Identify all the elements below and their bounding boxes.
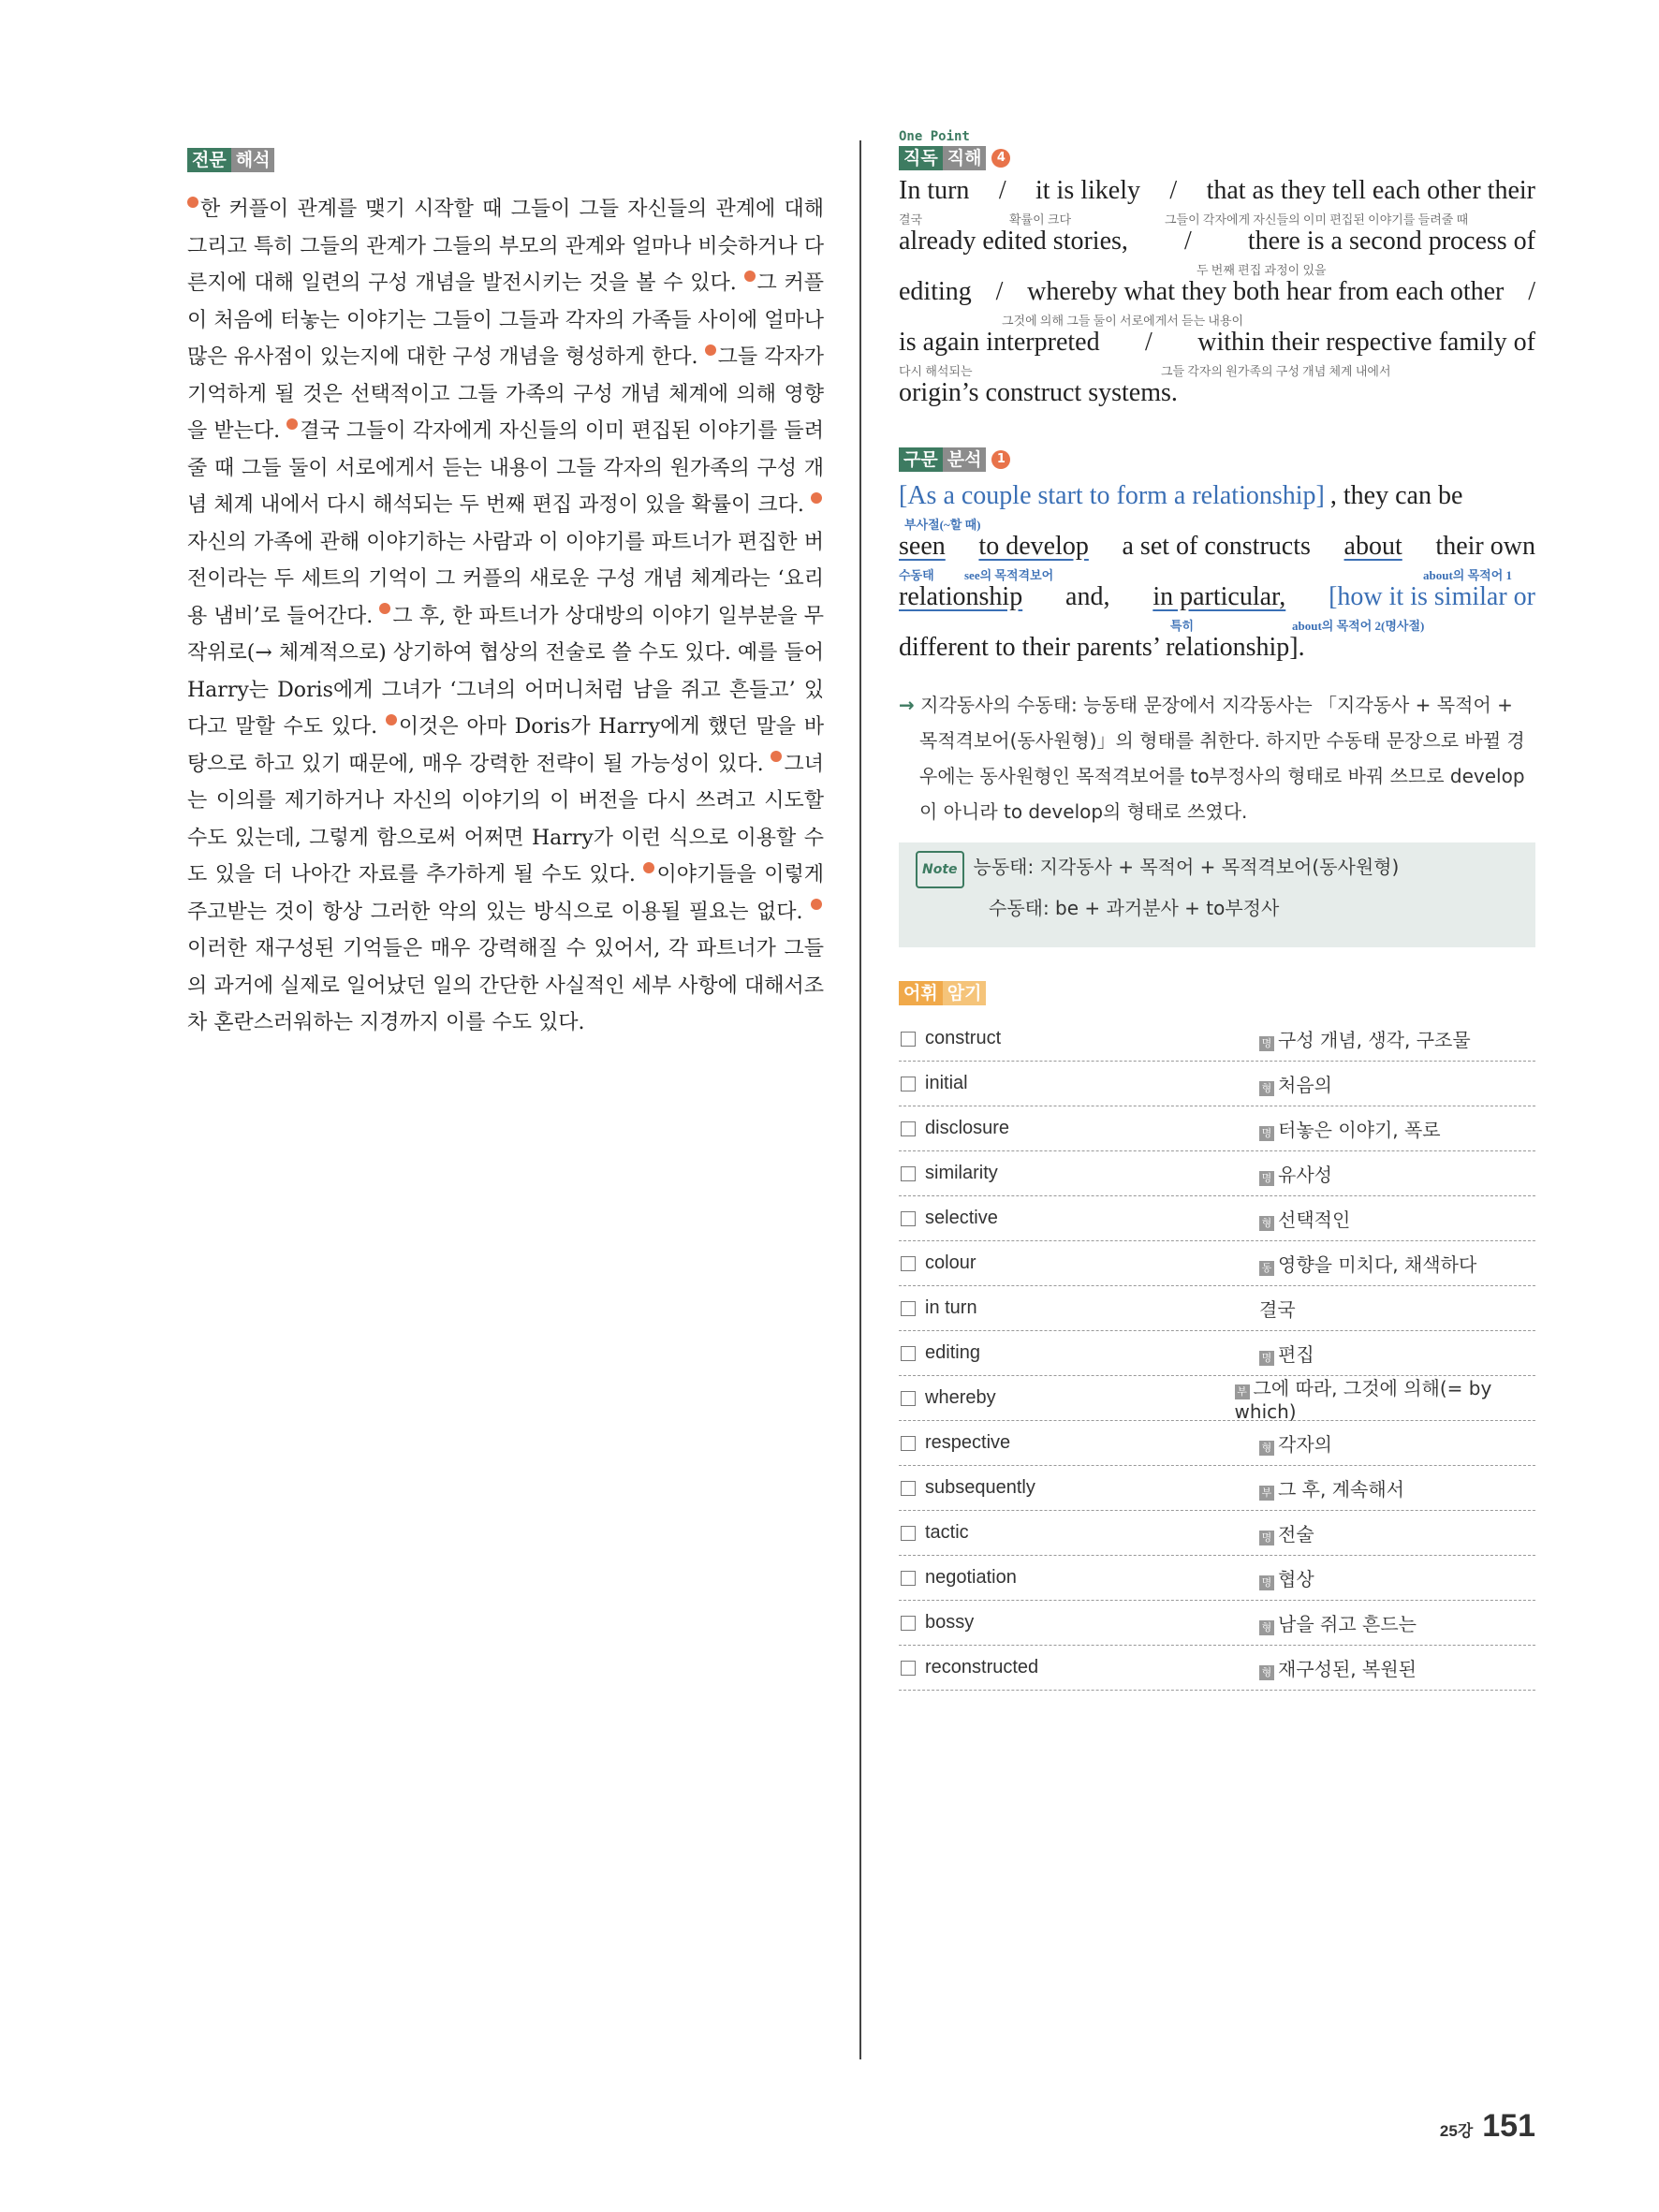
vocab-word: similarity	[925, 1163, 998, 1183]
reading-line	[899, 328, 1535, 378]
sentence-marker-icon	[771, 751, 782, 762]
meaning-text: 남을 쥐고 흔드는	[1278, 1613, 1417, 1635]
meaning-text: 처음의	[1278, 1074, 1332, 1096]
sentence-marker-icon	[811, 492, 822, 504]
chunk: relationship	[899, 582, 1023, 611]
meaning-text: 협상	[1278, 1568, 1314, 1590]
chunk: [how it is similar or	[1329, 582, 1535, 611]
gloss: 다시 해석되는	[899, 364, 973, 378]
vocab-word: disclosure	[925, 1118, 1010, 1138]
vocab-word: whereby	[925, 1387, 996, 1408]
vocab-meaning	[1259, 1295, 1296, 1322]
meaning-text: 재구성된, 복원된	[1278, 1658, 1417, 1680]
slash: /	[1528, 277, 1535, 306]
meaning-text: 그 후, 계속해서	[1278, 1478, 1404, 1501]
vocab-meaning	[1259, 1205, 1350, 1232]
pos-badge: 명	[1259, 1575, 1274, 1590]
vocab-word: construct	[925, 1028, 1002, 1048]
vocab-word: negotiation	[925, 1567, 1017, 1588]
pos-badge: 부	[1235, 1384, 1250, 1399]
vocab-row	[899, 1331, 1535, 1376]
gloss: 그들이 각자에게 자신들의 이미 편집된 이야기를 들려줄 때	[1165, 212, 1469, 227]
sentence-marker-icon	[811, 899, 822, 910]
vocab-meaning	[1259, 1609, 1417, 1636]
checkbox-icon[interactable]	[901, 1301, 916, 1316]
vocab-meaning	[1259, 1070, 1332, 1097]
vocab-word: editing	[925, 1342, 980, 1363]
checkbox-icon[interactable]	[901, 1526, 916, 1541]
meaning-text: 구성 개념, 생각, 구조물	[1278, 1029, 1471, 1051]
structure-line	[899, 532, 1535, 582]
sentence: 그 커플이 처음에 터놓는 이야기는 그들이 그들과 각자의 가족들 사이에 얼마나 많은 유사점이 있는지에 대한 구성 개념을 형성하게 한다.	[187, 271, 825, 369]
chunk: that as they tell each other their	[1206, 176, 1535, 205]
vocab-row	[899, 1241, 1535, 1286]
reading-line	[899, 176, 1535, 227]
sentence-marker-icon	[744, 271, 756, 282]
tag-label-b: 암기	[943, 981, 987, 1005]
tag-label-b: 해석	[231, 148, 275, 172]
gloss: about의 목적어 2(명사절)	[1292, 619, 1425, 633]
chunk: seen	[899, 532, 946, 561]
structure-line	[899, 582, 1535, 633]
checkbox-icon[interactable]	[901, 1121, 916, 1136]
gloss: 수동태	[899, 568, 934, 582]
pos-badge: 명	[1259, 1531, 1274, 1545]
page-footer	[1440, 2108, 1535, 2145]
checkbox-icon[interactable]	[901, 1077, 916, 1091]
tag-label-a: 어휘	[899, 981, 943, 1005]
gloss: 결국	[899, 212, 923, 227]
section-tag-structure	[899, 447, 1010, 472]
meaning-text: 편집	[1278, 1343, 1314, 1366]
chunk: in particular,	[1152, 582, 1286, 611]
meaning-text: 결국	[1259, 1298, 1296, 1321]
vocab-meaning	[1259, 1340, 1314, 1367]
vocab-row	[899, 1151, 1535, 1196]
vocab-meaning	[1235, 1373, 1535, 1423]
vocab-row	[899, 1376, 1535, 1421]
checkbox-icon[interactable]	[901, 1211, 916, 1226]
chunk: to develop	[978, 532, 1089, 561]
chunk: it is likely	[1035, 176, 1140, 205]
reading-line	[899, 227, 1535, 277]
chunk: editing	[899, 277, 972, 306]
page-number: 151	[1482, 2108, 1535, 2144]
analysis-section	[899, 129, 1535, 1691]
chunk: different to their parents’ relationship].	[899, 633, 1305, 662]
pos-badge: 형	[1259, 1081, 1274, 1096]
sentence-marker-icon	[286, 418, 298, 430]
gloss: 부사절(~할 때)	[904, 518, 981, 532]
number-badge: 4	[991, 149, 1010, 168]
vocab-meaning	[1259, 1250, 1476, 1277]
chunk: already edited stories,	[899, 227, 1128, 256]
checkbox-icon[interactable]	[901, 1391, 916, 1406]
structure-sentence	[899, 481, 1535, 674]
chunk: In turn	[899, 176, 970, 205]
number-badge: 1	[991, 450, 1010, 469]
note-label: Note	[916, 851, 964, 888]
checkbox-icon[interactable]	[901, 1436, 916, 1451]
slash: /	[1169, 176, 1178, 205]
meaning-text: 그에 따라, 그것에 의해(= by which)	[1234, 1377, 1492, 1423]
explanation-text: 지각동사의 수동태: 능동태 문장에서 지각동사는 「지각동사 + 목적어 + 목적격보어(동사원형)」의 형태를 취한다. 하지만 수동태 문장으로 바뀔 경우에는 동사원형인 목적격보어를 to부정사의 형태로 바꿔 쓰므로 develop이 아니라 to develop의 형태로 쓰였다.	[919, 694, 1525, 823]
checkbox-icon[interactable]	[901, 1616, 916, 1631]
vocab-row	[899, 1017, 1535, 1062]
sentence-marker-icon	[386, 714, 397, 725]
vocab-row	[899, 1196, 1535, 1241]
note-box	[899, 842, 1535, 947]
sentence-marker-icon	[379, 603, 390, 614]
grammar-explanation	[899, 687, 1535, 829]
checkbox-icon[interactable]	[901, 1032, 916, 1047]
vocab-word: subsequently	[925, 1477, 1035, 1498]
clause: [As a couple start to form a relationship]	[899, 481, 1325, 510]
chunk: within their respective family of	[1197, 328, 1535, 357]
meaning-text: 터놓은 이야기, 폭로	[1278, 1119, 1441, 1141]
gloss: 확률이 크다	[1009, 212, 1072, 227]
note-active-line	[916, 850, 1520, 884]
sentence: 그 후, 한 파트너가 상대방의 이야기 일부분을 무작위로(→ 체계적으로) 상기하여 협상의 전술로 쓸 수도 있다. 예를 들어 Harry는 Doris에게 그녀가 ‘그녀의 어머니처럼 남을 쥐고 흔들고’ 있다고 말할 수도 있다.	[187, 604, 824, 739]
vocab-meaning	[1259, 1429, 1332, 1457]
tag-label-a: 직독	[899, 146, 943, 170]
vocab-word: initial	[925, 1073, 968, 1093]
vocab-word: selective	[925, 1208, 998, 1228]
chunk: there is a second process of	[1247, 227, 1535, 256]
translation-paragraph	[187, 191, 824, 1042]
pos-badge: 형	[1259, 1216, 1274, 1231]
sentence-marker-icon	[643, 862, 654, 873]
tag-label-a: 구문	[899, 447, 943, 472]
vocab-row	[899, 1556, 1535, 1601]
vocab-meaning	[1259, 1160, 1332, 1187]
checkbox-icon[interactable]	[901, 1661, 916, 1676]
vocab-word: in turn	[925, 1297, 977, 1318]
checkbox-icon[interactable]	[901, 1166, 916, 1181]
checkbox-icon[interactable]	[901, 1481, 916, 1496]
pos-badge: 명	[1259, 1351, 1274, 1366]
structure-line	[899, 633, 1535, 674]
note-passive-line	[916, 891, 1520, 925]
gloss: 그것에 의해 그들 둘이 서로에게서 듣는 내용이	[1002, 314, 1244, 328]
checkbox-icon[interactable]	[901, 1346, 916, 1361]
sentence: 그들 각자가 기억하게 될 것은 선택적이고 그들 가족의 구성 개념 체계에 의해 영향을 받는다.	[187, 345, 824, 443]
sentence: 자신의 가족에 관해 이야기하는 사람과 이 이야기를 파트너가 편집한 버전이라는 두 세트의 기억이 그 커플의 새로운 구성 개념 체계라는 ‘요리용 냄비’로 들어간다.	[187, 530, 824, 628]
meaning-text: 영향을 미치다, 채색하다	[1278, 1253, 1477, 1276]
note-passive: 수동태: be + 과거분사 + to부정사	[989, 897, 1280, 919]
slash: /	[1184, 227, 1192, 256]
gloss: 그들 각자의 원가족의 구성 개념 체계 내에서	[1161, 364, 1391, 378]
chunk: origin’s construct systems.	[899, 378, 1178, 407]
sentence: 이것은 아마 Doris가 Harry에게 했던 말을 바탕으로 하고 있기 때문에, 매우 강력한 전략이 될 가능성이 있다.	[187, 715, 824, 776]
slash: /	[998, 176, 1006, 205]
vocab-row	[899, 1601, 1535, 1646]
gloss: about의 목적어 1	[1423, 568, 1513, 582]
pos-badge: 명	[1259, 1171, 1274, 1186]
vocab-word: tactic	[925, 1522, 969, 1543]
sentence: 이야기들을 이렇게 주고받는 것이 항상 그러한 악의 있는 방식으로 이용될 필요는 없다.	[187, 863, 825, 924]
one-point-label: One Point	[899, 129, 970, 144]
sentence: 한 커플이 관계를 맺기 시작할 때 그들이 그들 자신들의 관계에 대해 그리고 특히 그들의 관계가 그들의 부모의 관계와 얼마나 비슷하거나 다른지에 대해 일련의 구성 개념을 발전시키는 것을 볼 수 있다.	[187, 198, 824, 295]
gloss: 특히	[1170, 619, 1195, 633]
checkbox-icon[interactable]	[901, 1571, 916, 1586]
vocab-word: colour	[925, 1252, 976, 1273]
section-tag-direct-reading	[899, 146, 1010, 170]
structure-line	[899, 481, 1535, 532]
vocab-word: respective	[925, 1432, 1011, 1453]
vocab-row	[899, 1062, 1535, 1106]
lecture-number: 25강	[1439, 2122, 1474, 2140]
vocab-row	[899, 1466, 1535, 1511]
checkbox-icon[interactable]	[901, 1256, 916, 1271]
vocab-meaning	[1259, 1519, 1314, 1546]
tag-label-b: 분석	[943, 447, 987, 472]
meaning-text: 선택적인	[1278, 1209, 1351, 1231]
chunk: their own	[1435, 532, 1535, 561]
sentence: 이러한 재구성된 기억들은 매우 강력해질 수 있어서, 각 파트너가 그들의 과거에 실제로 일어났던 일의 간단한 사실적인 세부 사항에 대해서조차 혼란스러워하는 지경까지 이를 수도 있다.	[187, 937, 824, 1034]
section-tag-translation	[187, 148, 274, 172]
sentence-marker-icon	[705, 344, 716, 356]
vocab-meaning	[1259, 1025, 1471, 1052]
chunk: is again interpreted	[899, 328, 1100, 357]
pos-badge: 형	[1259, 1620, 1274, 1635]
vocab-meaning	[1259, 1564, 1314, 1591]
chunk: , they can be	[1329, 481, 1463, 510]
vocab-list	[899, 1017, 1535, 1691]
pos-badge: 명	[1259, 1126, 1274, 1141]
meaning-text: 유사성	[1278, 1164, 1332, 1186]
reading-line	[899, 277, 1535, 328]
column-divider	[859, 140, 861, 2059]
chunk: about	[1343, 532, 1402, 561]
sentence: 그녀는 이의를 제기하거나 자신의 이야기의 이 버전을 다시 쓰려고 시도할 수도 있는데, 그렇게 함으로써 어쩌면 Harry가 이런 식으로 이용할 수도 있을 더 나아간 자료를 추가하게 될 수도 있다.	[187, 752, 824, 886]
reading-line	[899, 378, 1535, 419]
pos-badge: 형	[1259, 1441, 1274, 1456]
chunk: and,	[1065, 582, 1110, 611]
note-active: 능동태: 지각동사 + 목적어 + 목적격보어(동사원형)	[973, 856, 1400, 878]
gloss: see의 목적격보어	[964, 568, 1054, 582]
vocab-row	[899, 1511, 1535, 1556]
sentence-marker-icon	[187, 197, 198, 208]
vocab-meaning	[1259, 1474, 1404, 1502]
pos-badge: 부	[1259, 1486, 1274, 1501]
meaning-text: 전술	[1278, 1523, 1314, 1545]
slash: /	[995, 277, 1004, 306]
section-tag-vocab	[899, 981, 986, 1005]
arrow-icon: →	[899, 694, 915, 716]
vocab-row	[899, 1646, 1535, 1691]
sentence: 결국 그들이 각자에게 자신들의 이미 편집된 이야기를 들려줄 때 그들 둘이 서로에게서 듣는 내용이 그들 각자의 원가족의 구성 개념 체계 내에서 다시 해석되는 두 번째 편집 과정이 있을 확률이 크다.	[187, 419, 824, 517]
chunk: a set of constructs	[1122, 532, 1311, 561]
vocab-word: bossy	[925, 1612, 975, 1633]
vocab-row	[899, 1421, 1535, 1466]
vocab-meaning	[1259, 1654, 1417, 1681]
tag-label-a: 전문	[187, 148, 231, 172]
direct-reading-block	[899, 176, 1535, 419]
pos-badge: 동	[1259, 1261, 1274, 1276]
pos-badge: 명	[1259, 1036, 1274, 1051]
vocab-row	[899, 1286, 1535, 1331]
vocab-word: reconstructed	[925, 1657, 1039, 1677]
pos-badge: 형	[1259, 1665, 1274, 1680]
gloss: 두 번째 편집 과정이 있을	[1197, 263, 1327, 277]
vocab-meaning	[1259, 1115, 1441, 1142]
chunk: whereby what they both hear from each other	[1027, 277, 1505, 306]
vocab-row	[899, 1106, 1535, 1151]
slash: /	[1145, 328, 1152, 357]
meaning-text: 각자의	[1278, 1433, 1332, 1456]
tag-label-b: 직해	[943, 146, 987, 170]
translation-section	[187, 148, 824, 1042]
